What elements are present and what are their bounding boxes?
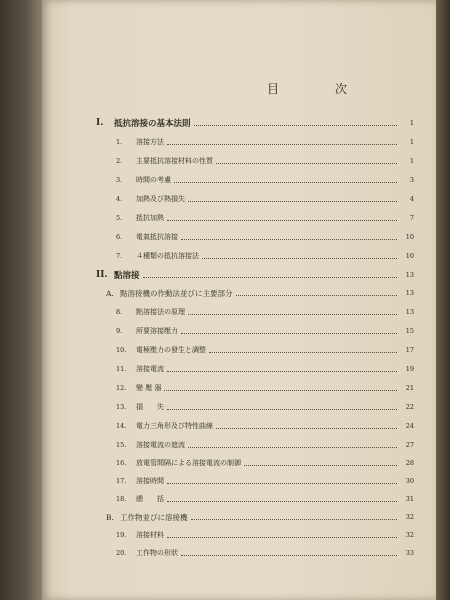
book-spine: [0, 0, 42, 600]
toc-section-label: 工作物並びに溶接機: [120, 512, 188, 522]
toc-page-number: 28: [405, 459, 414, 467]
toc-entry-label: 電極壓力の發生と調整: [136, 346, 206, 354]
toc-entry-label: 點溶接法の原理: [136, 308, 185, 316]
toc-entry: [116, 528, 414, 542]
toc-entry-label: 主要抵抗溶接材料の性質: [136, 157, 213, 165]
toc-chapter-label: 抵抗溶接の基本法則: [114, 119, 191, 129]
toc-entry-number: 13.: [116, 403, 127, 411]
toc-page-number: 19: [405, 365, 414, 373]
toc-leader: [167, 370, 397, 372]
toc-leader: [174, 181, 397, 183]
book-page: [42, 0, 436, 600]
toc-entry-label: 變 壓 器: [136, 384, 162, 392]
toc-entry-label: 電力三角形及び特性曲線: [136, 422, 213, 430]
toc-section-number: B.: [106, 512, 114, 522]
toc-section-b: [106, 510, 414, 524]
toc-entry: [116, 381, 414, 395]
toc-section-number: A.: [106, 288, 114, 298]
toc-leader: [236, 294, 398, 296]
toc-entry-number: 11.: [116, 365, 127, 373]
toc-chapter-2: [96, 268, 414, 282]
toc-entry-label: 溶接電流: [136, 365, 164, 373]
toc-page-number: 10: [405, 233, 414, 241]
toc-entry-label: 溶接電流の遮流: [136, 441, 185, 449]
toc-entry-number: 8.: [116, 308, 123, 316]
toc-entry-label: 損 失: [136, 403, 164, 411]
toc-entry-number: 17.: [116, 477, 127, 485]
toc-leader: [188, 446, 397, 448]
toc-page-number: 31: [405, 495, 414, 503]
toc-leader: [164, 389, 397, 391]
toc-entry-number: 7.: [116, 252, 123, 260]
toc-entry-number: 9.: [116, 327, 123, 335]
toc-entry: [116, 211, 414, 225]
toc-leader: [167, 143, 397, 145]
toc-entry-number: 20.: [116, 549, 127, 557]
toc-leader: [194, 124, 397, 126]
toc-page-number: 32: [405, 513, 414, 521]
toc-entry-label: ４種類の抵抗溶接法: [136, 252, 199, 260]
toc-entry: [116, 546, 414, 560]
toc-leader: [167, 536, 397, 538]
toc-entry-number: 2.: [116, 157, 123, 165]
toc-leader: [143, 276, 397, 278]
page-title: 目 次: [267, 82, 370, 96]
toc-leader: [216, 427, 397, 429]
toc-page-number: 3: [409, 176, 414, 184]
toc-section-label: 點溶接機の作動法並びに主要部分: [120, 288, 233, 298]
toc-entry: [116, 492, 414, 506]
toc-leader: [167, 500, 397, 502]
toc-entry-number: 14.: [116, 422, 127, 430]
toc-leader: [202, 257, 397, 259]
toc-leader: [191, 518, 398, 520]
toc-section-a: [106, 286, 414, 300]
toc-entry-number: 16.: [116, 459, 127, 467]
toc-entry: [116, 249, 414, 263]
toc-page-number: 1: [409, 119, 414, 127]
toc-entry-number: 19.: [116, 531, 127, 539]
toc-leader: [181, 332, 397, 334]
toc-entry-label: 時間の考慮: [136, 176, 171, 184]
toc-entry-number: 3.: [116, 176, 123, 184]
toc-page-number: 10: [405, 252, 414, 260]
toc-entry-label: 溶接材料: [136, 531, 164, 539]
toc-entry-label: 加熱及び熱損失: [136, 195, 185, 203]
toc-page-number: 1: [409, 157, 414, 165]
toc-entry: [116, 474, 414, 488]
toc-entry-label: 工作物の形狀: [136, 549, 178, 557]
toc-entry: [116, 419, 414, 433]
toc-leader: [188, 200, 397, 202]
toc-leader: [216, 162, 397, 164]
toc-entry-number: 10.: [116, 346, 127, 354]
toc-entry: [116, 305, 414, 319]
toc-page-number: 13: [405, 308, 414, 316]
toc-entry-number: 6.: [116, 233, 123, 241]
toc-page-number: 7: [409, 214, 414, 222]
page-edge: [436, 0, 450, 600]
toc-entry: [116, 324, 414, 338]
toc-entry-number: 5.: [116, 214, 123, 222]
toc-leader: [167, 482, 397, 484]
toc-entry-number: 12.: [116, 384, 127, 392]
toc-chapter-number: I.: [96, 118, 104, 128]
toc-page-number: 32: [405, 531, 414, 539]
toc-entry-label: 總 括: [136, 495, 164, 503]
toc-leader: [209, 351, 397, 353]
toc-entry-number: 1.: [116, 138, 123, 146]
toc-leader: [167, 408, 397, 410]
toc-chapter-number: II.: [96, 270, 108, 280]
toc-entry: [116, 438, 414, 452]
toc-entry: [116, 230, 414, 244]
toc-page-number: 13: [405, 289, 414, 297]
toc-page-number: 17: [405, 346, 414, 354]
toc-page-number: 30: [405, 477, 414, 485]
toc-page-number: 13: [405, 271, 414, 279]
toc-entry: [116, 192, 414, 206]
toc-entry-number: 15.: [116, 441, 127, 449]
toc-page-number: 1: [409, 138, 414, 146]
toc-page-number: 24: [405, 422, 414, 430]
toc-page-number: 33: [405, 549, 414, 557]
toc-entry: [116, 135, 414, 149]
table-of-contents: [42, 0, 436, 600]
toc-leader: [181, 238, 397, 240]
toc-page-number: 15: [405, 327, 414, 335]
toc-entry-label: 所要溶接壓力: [136, 327, 178, 335]
toc-leader: [188, 313, 397, 315]
toc-entry: [116, 173, 414, 187]
toc-page-number: 21: [405, 384, 414, 392]
toc-page-number: 22: [405, 403, 414, 411]
toc-entry: [116, 362, 414, 376]
toc-entry: [116, 343, 414, 357]
toc-leader: [244, 464, 397, 466]
toc-entry-label: 放電管間隔による溶接電流の制御: [136, 459, 241, 467]
toc-entry: [116, 456, 414, 470]
toc-leader: [167, 219, 397, 221]
toc-entry-label: 溶接時間: [136, 477, 164, 485]
toc-page-number: 4: [409, 195, 414, 203]
toc-entry-label: 抵抗加熱: [136, 214, 164, 222]
toc-entry-label: 電氣抵抗溶接: [136, 233, 178, 241]
toc-entry-number: 18.: [116, 495, 127, 503]
toc-chapter-1: [96, 116, 414, 130]
toc-leader: [181, 554, 397, 556]
toc-entry-number: 4.: [116, 195, 123, 203]
toc-page-number: 27: [405, 441, 414, 449]
toc-entry: [116, 154, 414, 168]
toc-entry: [116, 400, 414, 414]
toc-entry-label: 溶接方法: [136, 138, 164, 146]
toc-chapter-label: 點溶接: [114, 271, 140, 281]
